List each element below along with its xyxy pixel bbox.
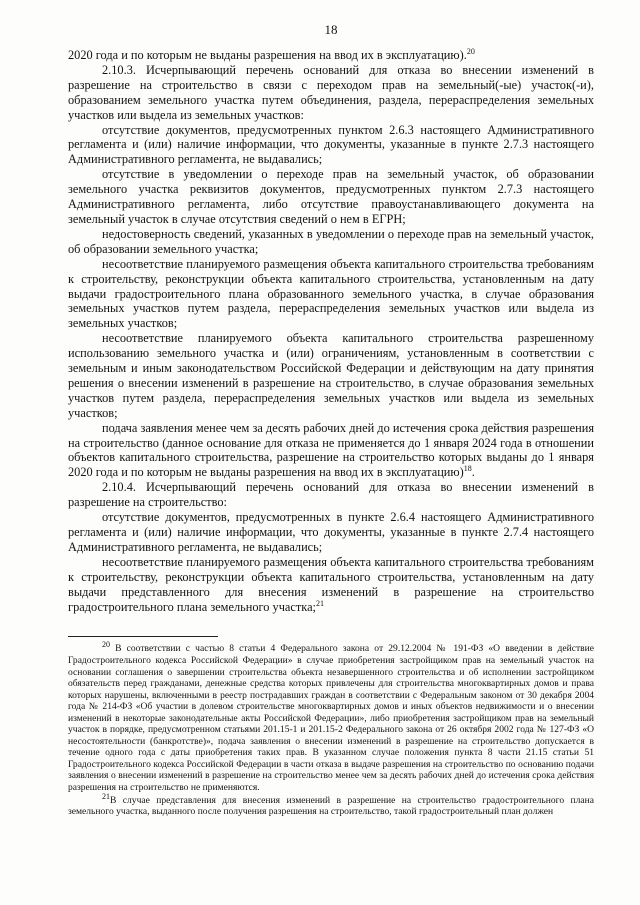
footnote-mark: 21 — [102, 791, 110, 801]
paragraph — [68, 123, 594, 168]
paragraph — [68, 331, 594, 420]
paragraph-text: 2020 года и по которым не выданы разрешения на ввод их в эксплуатацию). — [68, 48, 467, 62]
paragraph-tail: . — [471, 465, 475, 480]
paragraph — [68, 167, 594, 227]
page-number: 18 — [324, 22, 338, 37]
paragraph — [68, 257, 594, 332]
footnote — [68, 640, 594, 793]
footnotes — [68, 640, 594, 818]
paragraph-text: отсутствие документов, предусмотренных пунктом 2.6.3 настоящего Административного регламента и (или) наличие информации, что документы, указанные в пункте 2.7.3 настоящего Административного регламента, не выдавались; — [68, 122, 594, 167]
paragraph — [68, 510, 594, 555]
footnote-reference: 20 — [466, 46, 475, 56]
paragraph-text: 2.10.4. Исчерпывающий перечень оснований для отказа во внесении изменений в разрешение на строительство: — [68, 480, 594, 510]
paragraph-text: недостоверность сведений, указанных в уведомлении о переходе прав на земельный участок, об образовании земельного участка; — [68, 226, 594, 256]
body-text — [68, 48, 594, 614]
paragraph — [68, 227, 594, 257]
paragraph — [68, 480, 594, 510]
footnote-mark: 20 — [102, 640, 110, 650]
paragraph-text: отсутствие документов, предусмотренных в пункте 2.6.4 настоящего Административного регламента и (или) наличие информации, что документы, указанные в пункте 2.7.4 настоящего Административного регламента, не выдавались; — [68, 510, 594, 554]
paragraph-text: несоответствие планируемого размещения объекта капитального строительства требованиям к строительству, реконструкции объекта капитального строительства, установленным на дату выдачи представленного для внесения изменений в разрешение на строительство градостроительного плана земельного участка; — [68, 554, 594, 614]
footnote-separator — [68, 636, 218, 637]
footnote-reference: 18 — [463, 464, 472, 474]
paragraph-text: несоответствие планируемого объекта капитального строительства разрешенному использованию земельного участка и (или) ограничениям, установленным в соответствии с земельным и иным законодательством Российской Федерации и действующим на дату принятия решения о внесении изменений в разрешение на строительство, в случае образования земельных участков путем раздела, перераспределения земельных участков или выдела из земельных участков; — [68, 331, 594, 420]
footnote-text: В соответствии с частью 8 статьи 4 Федерального закона от 29.12.2004 № 191-ФЗ «О введении в действие Градостроительного кодекса Российской Федерации» в случае приобретения застройщиком прав на земельный участок на основании соглашения о завершении строительства объекта незавершенного строительства и об исполнении застройщиком обязательств перед гражданами, денежные средства которых привлечены для строительства многоквартирных домов и права которых нарушены, включенными в реестр пострадавших граждан в соответствии с Федеральным законом от 30 декабря 2004 года № 214-ФЗ «Об участии в долевом строительстве многоквартирных домов и иных объектов недвижимости и о внесении изменений в некоторые законодательные акты Российской Федерации», либо приобретения застройщиком прав на земельный участок в порядке, предусмотренном статьями 201.15-1 и 201.15-2 Федерального закона от 26 октября 2002 года № 127-ФЗ «О несостоятельности (банкротстве)», подача заявления о внесении изменений в разрешение на строительство допускается в течение одного года с даты приобретения таких прав. В указанном случае положения пункта 8 части 21.15 статьи 51 Градостроительного кодекса Российской Федерации в части отказа в выдаче разрешения на строительство по основанию подачи заявления о внесении изменений в разрешение на строительство менее чем за десять рабочих дней до истечения срока действия разрешения на строительство не применяются. — [68, 643, 594, 793]
paragraph-text: 2.10.3. Исчерпывающий перечень оснований для отказа во внесении изменений в разрешение на строительство в связи с переходом прав на земельный(-ые) участок(-и), образованием земельного участка путем объединения, раздела, перераспределения земельных участков или выдела из земельных участков: — [68, 62, 594, 122]
paragraph — [68, 63, 594, 123]
footnote-text: В случае представления для внесения изменений в разрешение на строительство градостроительного плана земельного участка, выданного после получения разрешения на строительство, такой градостроительный план должен — [68, 794, 594, 818]
footnote-reference: 21 — [316, 598, 324, 608]
paragraph-text: несоответствие планируемого размещения объекта капитального строительства требованиям к строительству, реконструкции объекта капитального строительства, установленным на дату выдачи градостроительного плана образованного земельного участка, в случае образования земельных участков путем раздела, перераспределения земельных участков или выдела из земельных участков; — [68, 256, 594, 331]
paragraph — [68, 421, 594, 481]
footnote — [68, 791, 594, 818]
paragraph-text: подача заявления менее чем за десять рабочих дней до истечения срока действия разрешения на строительство (данное основание для отказа не применяется до 1 января 2024 года в отношении объектов капитального строительства, разрешение на строительство которых выданы до 1 января 2020 года и по которым не выданы разрешения на ввод их в эксплуатацию) — [68, 420, 594, 480]
paragraph — [68, 48, 594, 63]
paragraph — [68, 555, 594, 615]
paragraph-text: отсутствие в уведомлении о переходе прав на земельный участок, об образовании земельного участка реквизитов документов, предусмотренных пунктом 2.7.3 настоящего Административного регламента, либо отсутствие правоустанавливающего документа на земельный участок в случае отсутствия сведений о нем в ЕГРН; — [68, 167, 594, 226]
